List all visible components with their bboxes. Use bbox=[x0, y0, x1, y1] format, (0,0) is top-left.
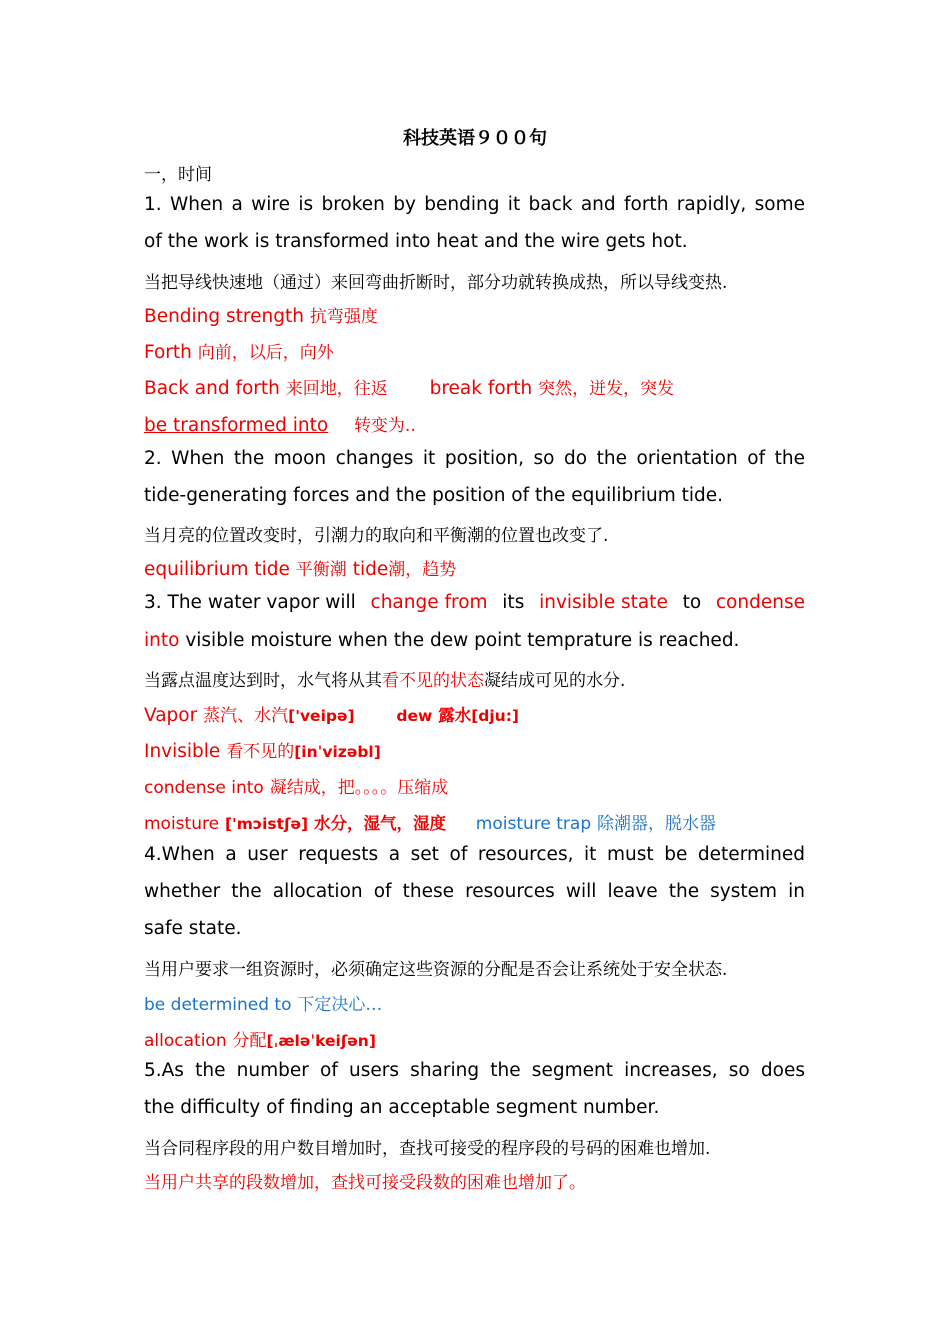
vocab-meaning: 来回地，往返 bbox=[285, 379, 388, 399]
sentence-2-translation: 当月亮的位置改变时，引潮力的取向和平衡潮的位置也改变了. bbox=[144, 526, 609, 546]
vocab-equilibrium-tide bbox=[144, 555, 805, 580]
sentence-2-line-2: tide-generating forces and the position of the equilibrium tide. bbox=[144, 485, 724, 506]
vocab-term: Back and forth bbox=[144, 378, 280, 399]
sentence-text: to bbox=[682, 592, 702, 613]
vocab-phonetic: [inˈvizəbl] bbox=[294, 743, 381, 761]
vocab-term: be transformed into bbox=[144, 415, 329, 436]
vocab-term: Bending strength bbox=[144, 306, 304, 327]
vocab-meaning: 看不见的 bbox=[226, 742, 295, 762]
sentence-text: its bbox=[502, 592, 525, 613]
sentence-4-line-3: safe state. bbox=[144, 918, 242, 939]
translation-text: 当露点温度达到时，水气将从其 bbox=[144, 671, 382, 691]
vocab-allocation bbox=[144, 1026, 805, 1051]
vocab-term: Forth bbox=[144, 342, 192, 363]
vocab-meaning: 平衡潮 bbox=[295, 560, 347, 580]
vocab-term: condense into bbox=[144, 778, 264, 798]
vocab-term: Vapor bbox=[144, 705, 198, 726]
highlight-phrase: condense bbox=[715, 592, 805, 613]
vocab-meaning: 下定决心… bbox=[297, 995, 383, 1015]
sentence-5-line-1: 5.As the number of users sharing the segment increases, so does bbox=[144, 1060, 805, 1081]
vocab-meaning: 凝结成，把。。。。压缩成 bbox=[269, 778, 449, 798]
vocab-moisture bbox=[144, 809, 805, 834]
vocab-term: allocation bbox=[144, 1031, 227, 1051]
vocab-back-and-forth bbox=[144, 374, 805, 399]
sentence-3-line-1 bbox=[144, 592, 805, 613]
sentence-3-line-2 bbox=[144, 630, 805, 651]
vocab-meaning: 水分，湿气，湿度 bbox=[314, 814, 446, 833]
sentence-1-line-2: of the work is transformed into heat and the wire gets hot. bbox=[144, 231, 688, 252]
vocab-term: dew bbox=[396, 707, 433, 725]
vocab-term: Invisible bbox=[144, 741, 221, 762]
highlight-phrase: into bbox=[144, 630, 180, 651]
highlight-phrase: invisible state bbox=[539, 592, 668, 613]
vocab-meaning: 露水 bbox=[438, 706, 472, 725]
vocab-phonetic: [ˌæləˈkeiʃən] bbox=[266, 1032, 376, 1050]
vocab-be-transformed-into bbox=[144, 411, 805, 436]
vocab-term: equilibrium tide bbox=[144, 559, 290, 580]
vocab-term: be determined to bbox=[144, 995, 292, 1015]
highlight-phrase: 看不见的状态 bbox=[382, 671, 484, 691]
vocab-term: break forth bbox=[429, 378, 533, 399]
vocab-meaning: 蒸汽、水汽 bbox=[203, 706, 289, 726]
sentence-text: visible moisture when the dew point temprature is reached. bbox=[185, 630, 740, 651]
vocab-bending-strength bbox=[144, 302, 805, 327]
sentence-4-line-1: 4.When a user requests a set of resources, it must be determined bbox=[144, 844, 805, 865]
section-heading: 一，时间 bbox=[144, 165, 212, 185]
vocab-phonetic: [dju:] bbox=[471, 707, 519, 725]
vocab-meaning: 转变为.. bbox=[353, 416, 416, 436]
vocab-phonetic: ['mɔistʃə] bbox=[224, 815, 309, 833]
sentence-5-line-2: the difficulty of finding an acceptable segment number. bbox=[144, 1097, 660, 1118]
vocab-meaning: 向前，以后，向外 bbox=[197, 343, 334, 363]
vocab-meaning: 突然，迸发，突发 bbox=[538, 379, 675, 399]
vocab-meaning: 除潮器，脱水器 bbox=[597, 814, 716, 834]
sentence-1-line-1: 1. When a wire is broken by bending it back and forth rapidly, some bbox=[144, 194, 805, 215]
sentence-3-translation bbox=[144, 666, 805, 691]
vocab-term: tide bbox=[352, 559, 389, 580]
sentence-5-translation: 当合同程序段的用户数目增加时，查找可接受的程序段的号码的困难也增加. bbox=[144, 1139, 711, 1159]
sentence-4-line-2: whether the allocation of these resources will leave the system in bbox=[144, 881, 805, 902]
vocab-meaning: 抗弯强度 bbox=[309, 307, 378, 327]
vocab-invisible bbox=[144, 737, 805, 762]
vocab-forth bbox=[144, 338, 805, 363]
sentence-4-translation: 当用户要求一组资源时，必须确定这些资源的分配是否会让系统处于安全状态. bbox=[144, 960, 728, 980]
vocab-vapor bbox=[144, 701, 805, 726]
vocab-phonetic: ['veipə] bbox=[288, 707, 355, 725]
sentence-2-line-1: 2. When the moon changes it position, so do the orientation of the bbox=[144, 448, 805, 469]
vocab-condense-into bbox=[144, 773, 805, 798]
vocab-term: moisture trap bbox=[475, 814, 592, 834]
sentence-text: 3. The water vapor will bbox=[144, 592, 356, 613]
vocab-meaning: 潮，趋势 bbox=[388, 560, 457, 580]
vocab-be-determined-to bbox=[144, 990, 805, 1015]
sentence-1-translation: 当把导线快速地（通过）来回弯曲折断时，部分功就转换成热，所以导线变热. bbox=[144, 273, 728, 293]
sentence-5-alt-translation: 当用户共享的段数增加，查找可接受段数的困难也增加了。 bbox=[144, 1173, 586, 1193]
page-title: 科技英语９００句 bbox=[403, 128, 547, 149]
vocab-term: moisture bbox=[144, 814, 220, 834]
vocab-meaning: 分配 bbox=[232, 1031, 267, 1051]
highlight-phrase: change from bbox=[370, 592, 488, 613]
translation-text: 凝结成可见的水分. bbox=[484, 671, 626, 691]
